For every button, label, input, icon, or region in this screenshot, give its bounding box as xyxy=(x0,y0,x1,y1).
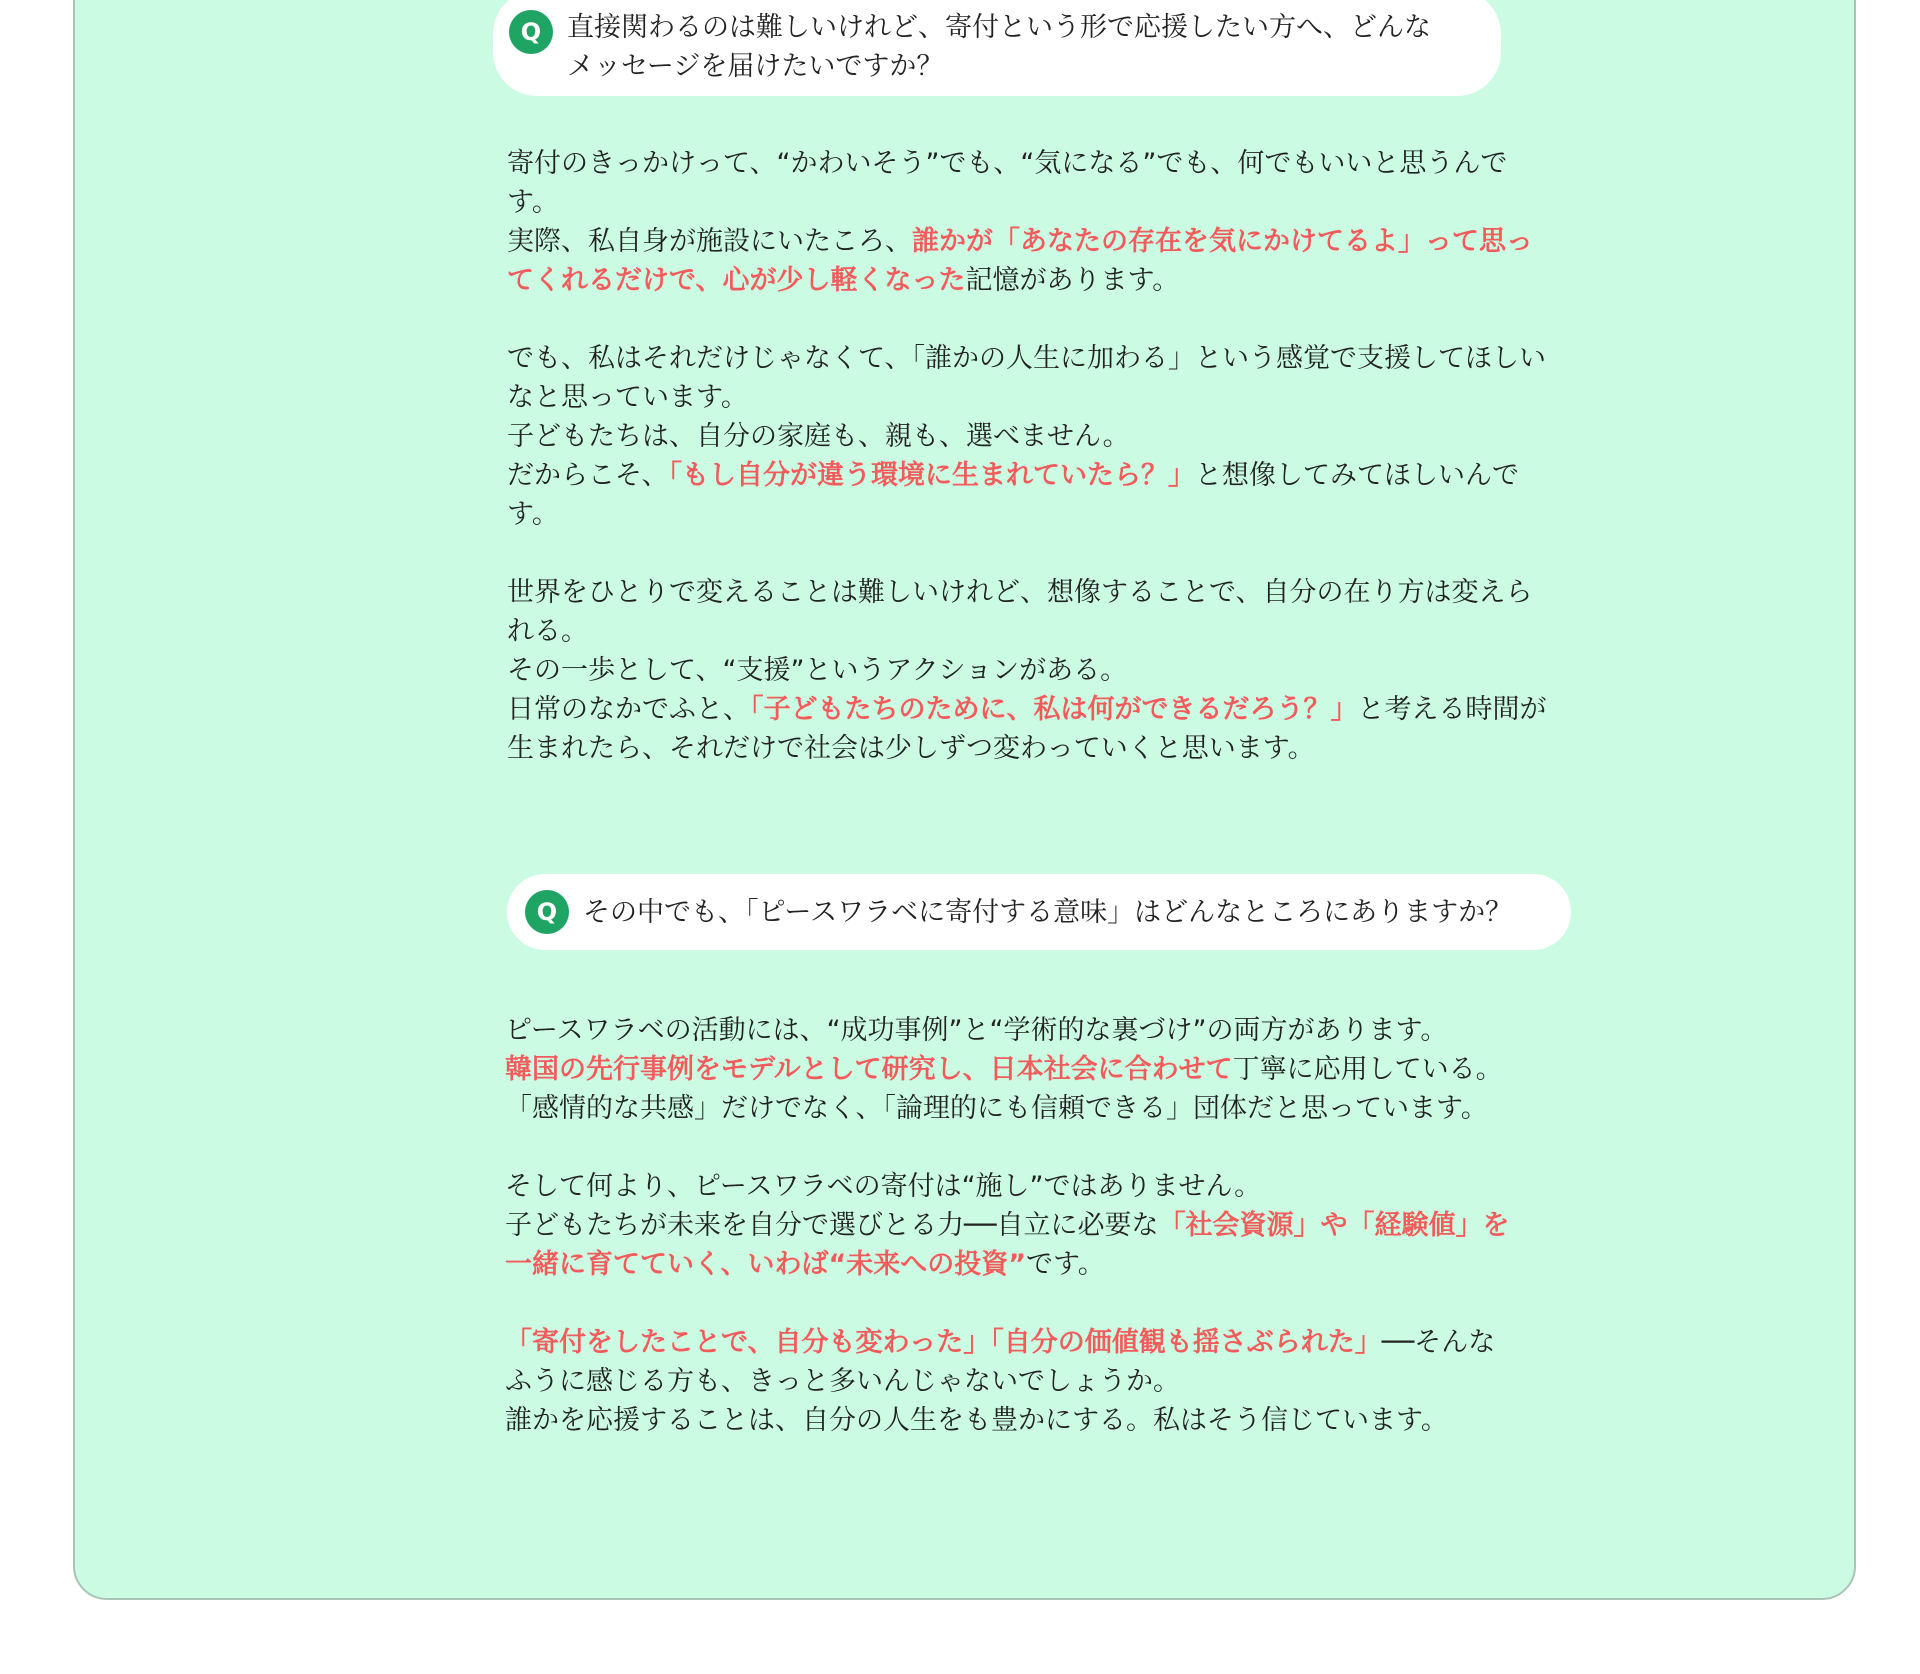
answer-line: でも、私はそれだけじゃなくて、「誰かの人生に加わる」という感覚で支援してほしい xyxy=(507,343,1546,374)
answer-paragraph xyxy=(505,1323,1605,1440)
answer-text: 日常のなかでふと、 xyxy=(507,694,750,725)
answer-line xyxy=(507,456,1607,495)
answer-paragraph xyxy=(507,573,1607,768)
answer-line: 「感情的な共感」だけでなく、「論理的にも信頼できる」団体だと思っています。 xyxy=(505,1093,1488,1124)
highlight-text: 韓国の先行事例をモデルとして研究し、日本社会に合わせて xyxy=(505,1054,1233,1085)
answer-line: 誰かを応援することは、自分の人生をも豊かにする。私はそう信じています。 xyxy=(505,1405,1448,1436)
answer-block-2 xyxy=(505,1011,1605,1440)
answer-paragraph xyxy=(507,339,1607,534)
answer-line: 生まれたら、それだけで社会は少しずつ変わっていくと思います。 xyxy=(507,733,1315,764)
answer-line: す。 xyxy=(507,499,559,530)
answer-line: ふうに感じる方も、きっと多いんじゃないでしょうか。 xyxy=(505,1366,1180,1397)
answer-text: 子どもたちが未来を自分で選びとる力──自立に必要な xyxy=(505,1210,1159,1241)
highlight-text: 誰かが「あなたの存在を気にかけてるよ」って思っ xyxy=(912,226,1533,257)
answer-line: 世界をひとりで変えることは難しいけれど、想像することで、自分の在り方は変えら xyxy=(507,577,1533,608)
answer-text: です。 xyxy=(1025,1249,1105,1280)
question-text-1: 直接関わるのは難しいけれど、寄付という形で応援したい方へ、どんな メッセージを届けたいですか？ xyxy=(567,12,1431,82)
answer-text: と想像してみてほしいんで xyxy=(1194,460,1519,491)
highlight-text: 「寄付をしたことで、自分も変わった」「自分の価値観も揺さぶられた」 xyxy=(505,1327,1382,1358)
answer-text: だからこそ、 xyxy=(507,460,669,491)
answer-block-1 xyxy=(507,144,1607,768)
answer-line: れる。 xyxy=(507,616,588,647)
answer-text: 実際、私自身が施設にいたころ、 xyxy=(507,226,912,257)
answer-line: 子どもたちは、自分の家庭も、親も、選べません。 xyxy=(507,421,1130,452)
highlight-text: 「もし自分が違う環境に生まれていたら？」 xyxy=(668,460,1195,491)
answer-line: そして何より、ピースワラベの寄付は“施し”ではありません。 xyxy=(505,1171,1262,1202)
answer-paragraph xyxy=(505,1011,1605,1128)
answer-paragraph xyxy=(505,1167,1605,1284)
answer-text: 丁寧に応用している。 xyxy=(1232,1054,1503,1085)
answer-text: と考える時間が xyxy=(1357,694,1547,725)
answer-line: す。 xyxy=(507,187,559,218)
answer-paragraph xyxy=(507,144,1607,300)
answer-line xyxy=(507,261,1607,300)
highlight-text: 一緒に育てていく、いわば“未来への投資” xyxy=(505,1249,1026,1280)
question-text-2: その中でも、「ピースワラベに寄付する意味」はどんなところにありますか？ xyxy=(583,896,1513,928)
highlight-text: 「社会資源」や「経験値」を xyxy=(1158,1210,1510,1241)
answer-line xyxy=(505,1050,1605,1089)
answer-line: なと思っています。 xyxy=(507,382,748,413)
answer-line: ピースワラベの活動には、“成功事例”と“学術的な裏づけ”の両方があります。 xyxy=(505,1015,1448,1046)
highlight-text: てくれるだけで、心が少し軽くなった xyxy=(507,265,966,296)
answer-line: 寄付のきっかけって、“かわいそう”でも、“気になる”でも、何でもいいと思うんで xyxy=(507,148,1508,179)
answer-line xyxy=(505,1245,1605,1284)
answer-line xyxy=(505,1323,1605,1362)
answer-line: その一歩として、“支援”というアクションがある。 xyxy=(507,655,1128,686)
answer-text: 記憶があります。 xyxy=(965,265,1180,296)
interview-panel xyxy=(73,0,1856,1600)
q-badge-icon: Q xyxy=(525,890,569,934)
answer-line xyxy=(507,690,1607,729)
answer-line xyxy=(507,222,1607,261)
question-bubble-2 xyxy=(507,874,1571,950)
highlight-text: 「子どもたちのために、私は何ができるだろう？」 xyxy=(750,694,1358,725)
question-bubble-1 xyxy=(493,0,1501,96)
answer-text: ──そんな xyxy=(1381,1327,1496,1358)
answer-line xyxy=(505,1206,1605,1245)
q-badge-icon: Q xyxy=(509,10,553,54)
